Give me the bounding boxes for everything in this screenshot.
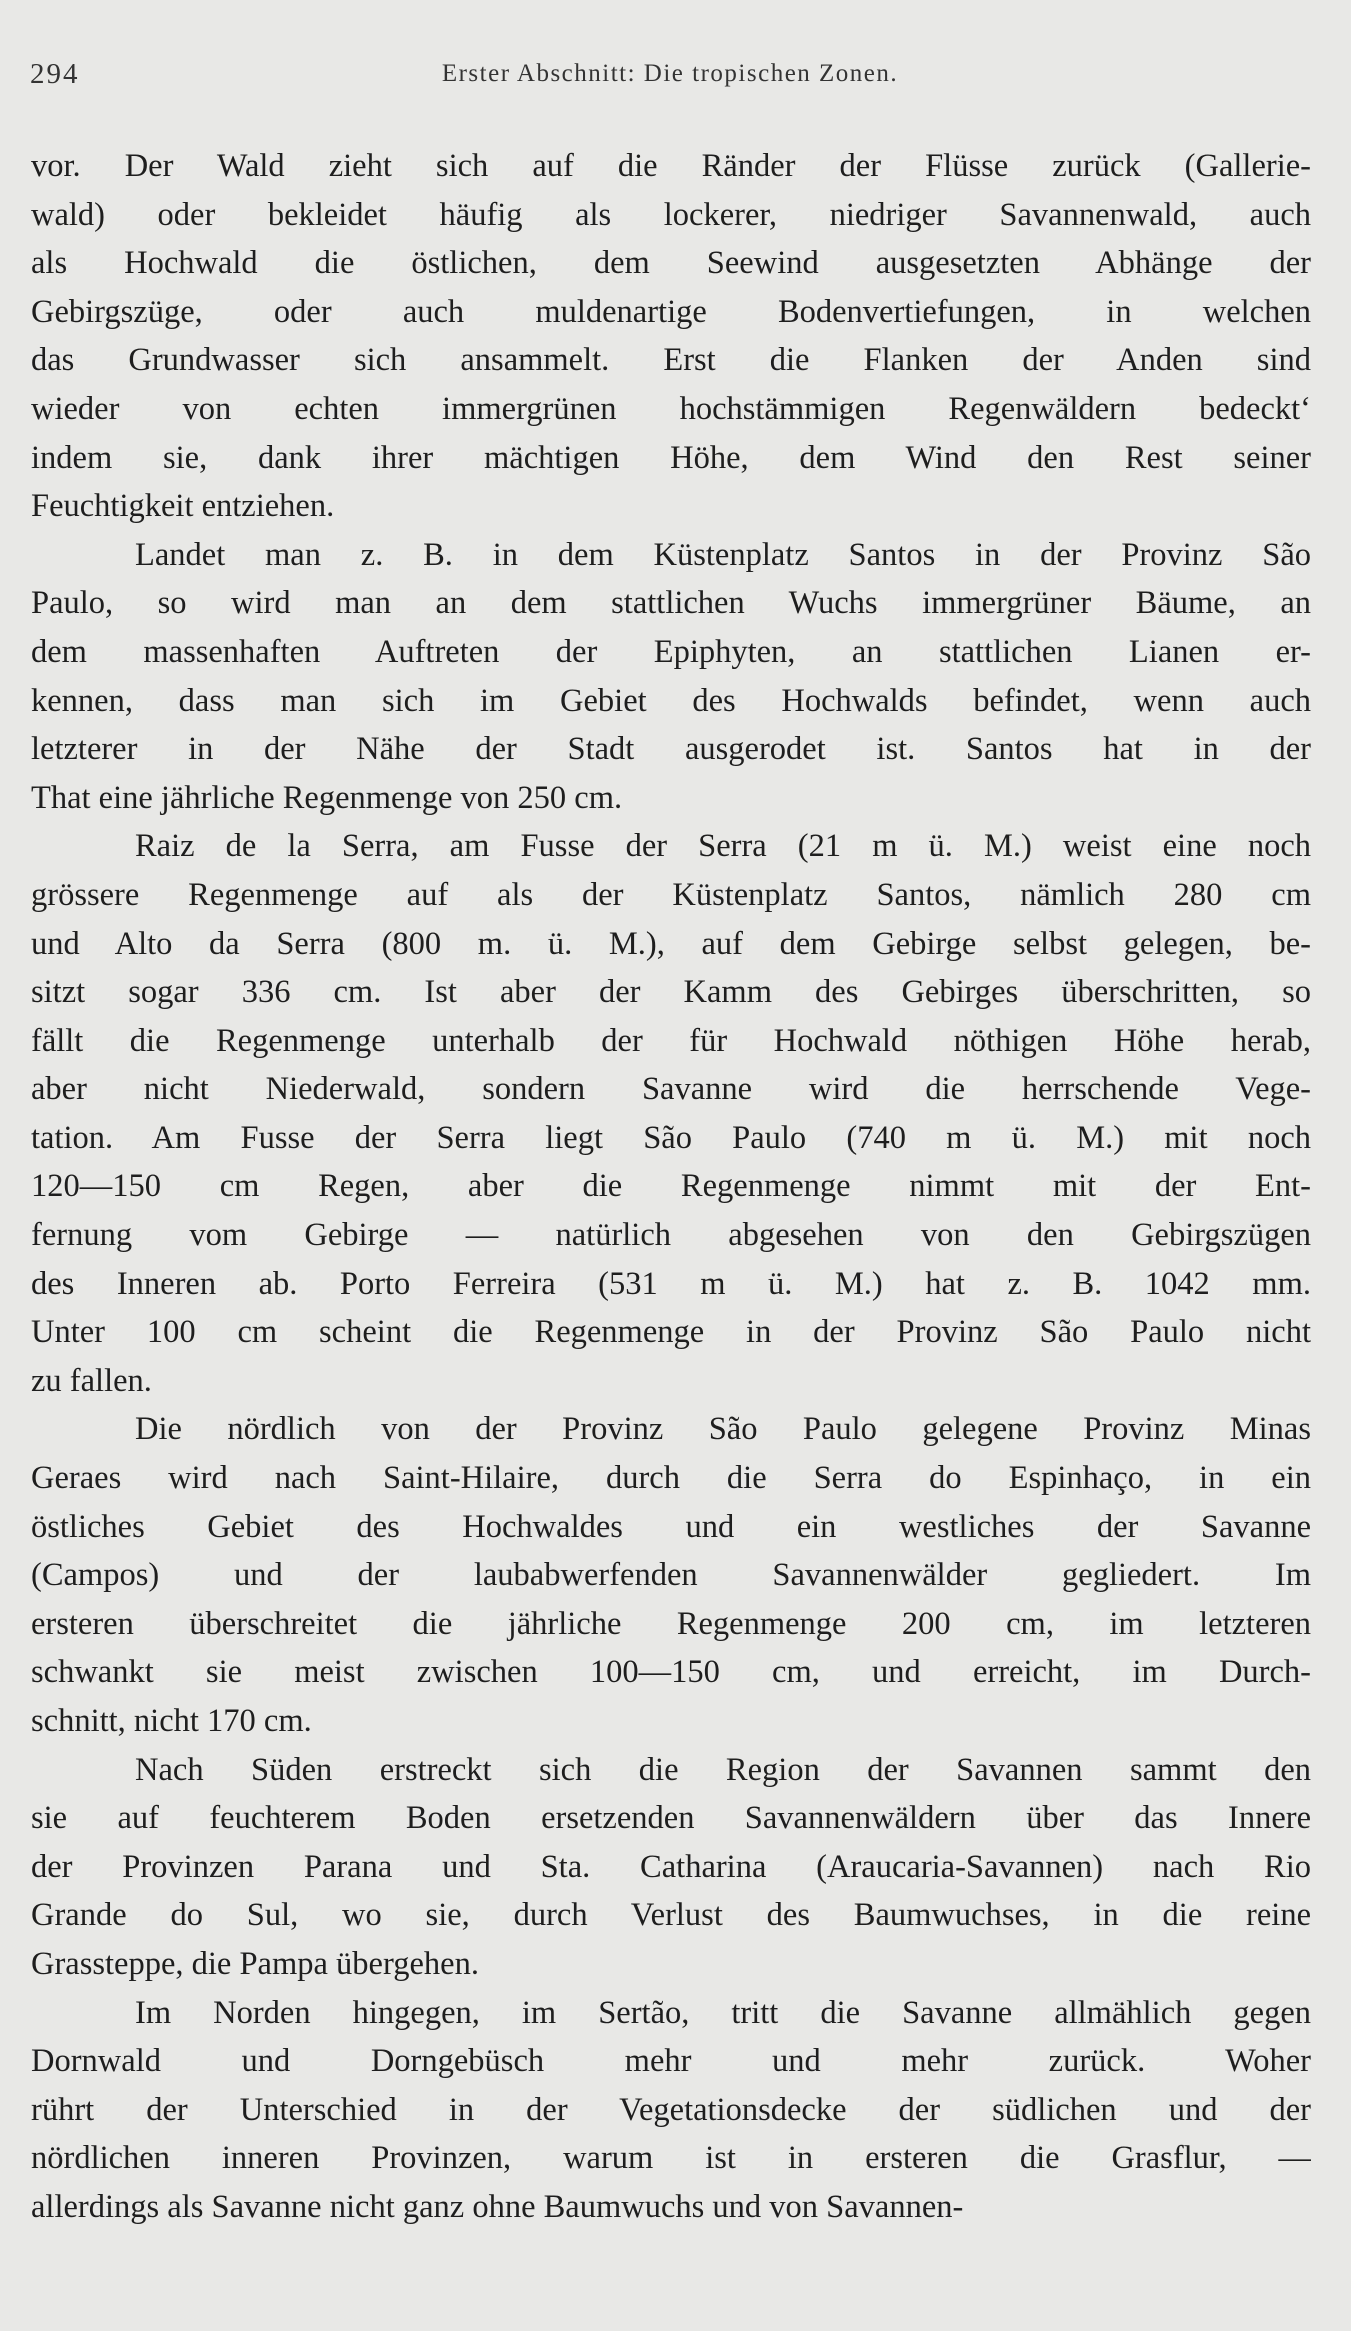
page-header (30, 58, 1310, 98)
page-number: 294 (30, 58, 80, 90)
text-line: Geraes wird nach Saint-Hilaire, durch die Serra do Espinhaço, in ein (31, 1460, 1311, 1497)
text-line: Dornwald und Dorngebüsch mehr und mehr zurück. Woher (31, 2043, 1311, 2080)
text-line: Die nördlich von der Provinz São Paulo gelegene Provinz Minas (135, 1411, 1311, 1448)
text-line: wieder von echten immergrünen hochstämmigen Regenwäldern bedeckt‘ (31, 390, 1311, 427)
text-line: sitzt sogar 336 cm. Ist aber der Kamm des Gebirges überschritten, so (31, 974, 1311, 1011)
text-line: Gebirgszüge, oder auch muldenartige Bodenvertiefungen, in welchen (31, 293, 1311, 330)
text-line: Nach Süden erstreckt sich die Region der Savannen sammt den (135, 1751, 1311, 1788)
text-line: Grande do Sul, wo sie, durch Verlust des Baumwuchses, in die reine (31, 1897, 1311, 1934)
paragraph (31, 1746, 1311, 1989)
text-line: grössere Regenmenge auf als der Küstenplatz Santos, nämlich 280 cm (31, 876, 1311, 913)
text-line: dem massenhaften Auftreten der Epiphyten, an stattlichen Lianen er- (31, 633, 1311, 670)
text-line: Im Norden hingegen, im Sertão, tritt die Savanne allmählich gegen (135, 1994, 1311, 2031)
text-line: letzterer in der Nähe der Stadt ausgerodet ist. Santos hat in der (31, 731, 1311, 768)
text-line: Landet man z. B. in dem Küstenplatz Santos in der Provinz São (135, 536, 1311, 573)
text-line: schnitt, nicht 170 cm. (31, 1703, 312, 1739)
text-line: Raiz de la Serra, am Fusse der Serra (21 m ü. M.) weist eine noch (135, 828, 1311, 865)
text-line: rührt der Unterschied in der Vegetationsdecke der südlichen und der (31, 2091, 1311, 2128)
text-line: Feuchtigkeit entziehen. (31, 488, 335, 525)
text-line: fällt die Regenmenge unterhalb der für Hochwald nöthigen Höhe herab, (31, 1022, 1311, 1059)
paragraph (31, 822, 1311, 1405)
text-line: fernung vom Gebirge — natürlich abgesehen von den Gebirgszügen (31, 1217, 1311, 1254)
text-line: tation. Am Fusse der Serra liegt São Paulo (740 m ü. M.) mit noch (31, 1119, 1311, 1156)
paragraph (31, 142, 1311, 531)
text-line: That eine jährliche Regenmenge von 250 cm. (31, 779, 623, 816)
body-text (31, 142, 1311, 2232)
text-line: Unter 100 cm scheint die Regenmenge in der Provinz São Paulo nicht (31, 1314, 1311, 1351)
text-line: östliches Gebiet des Hochwaldes und ein westliches der Savanne (31, 1508, 1311, 1545)
text-line: schwankt sie meist zwischen 100—150 cm, und erreicht, im Durch- (31, 1654, 1311, 1691)
text-line: das Grundwasser sich ansammelt. Erst die Flanken der Anden sind (31, 342, 1311, 379)
text-line: der Provinzen Parana und Sta. Catharina (Araucaria-Savannen) nach Rio (31, 1848, 1311, 1885)
paragraph (31, 531, 1311, 823)
text-line: und Alto da Serra (800 m. ü. M.), auf dem Gebirge selbst gelegen, be- (31, 925, 1311, 962)
text-line: Paulo, so wird man an dem stattlichen Wuchs immergrüner Bäume, an (31, 585, 1311, 622)
text-line: des Inneren ab. Porto Ferreira (531 m ü. M.) hat z. B. 1042 mm. (31, 1265, 1311, 1302)
running-head: Erster Abschnitt: Die tropischen Zonen. (441, 60, 899, 87)
text-line: Grassteppe, die Pampa übergehen. (31, 1945, 479, 1982)
paragraph (31, 1405, 1311, 1745)
text-line: vor. Der Wald zieht sich auf die Ränder der Flüsse zurück (Gallerie- (31, 148, 1311, 184)
text-line: sie auf feuchterem Boden ersetzenden Savannenwäldern über das Innere (31, 1800, 1311, 1837)
text-line: wald) oder bekleidet häufig als lockerer, niedriger Savannenwald, auch (31, 196, 1311, 233)
text-line: (Campos) und der laubabwerfenden Savannenwälder gegliedert. Im (31, 1557, 1311, 1594)
text-line: indem sie, dank ihrer mächtigen Höhe, dem Wind den Rest seiner (31, 439, 1311, 476)
text-line: aber nicht Niederwald, sondern Savanne wird die herrschende Vege- (31, 1071, 1311, 1108)
text-line: 120—150 cm Regen, aber die Regenmenge nimmt mit der Ent- (31, 1168, 1311, 1205)
text-line: als Hochwald die östlichen, dem Seewind ausgesetzten Abhänge der (31, 245, 1311, 282)
text-line: allerdings als Savanne nicht ganz ohne Baumwuchs und von Savannen- (31, 2188, 964, 2225)
text-line: ersteren überschreitet die jährliche Regenmenge 200 cm, im letzteren (31, 1605, 1311, 1642)
text-line: kennen, dass man sich im Gebiet des Hochwalds befindet, wenn auch (31, 682, 1311, 719)
text-line: zu fallen. (31, 1362, 152, 1399)
text-line: nördlichen inneren Provinzen, warum ist in ersteren die Grasflur, — (31, 2140, 1311, 2177)
paragraph (31, 1989, 1311, 2232)
